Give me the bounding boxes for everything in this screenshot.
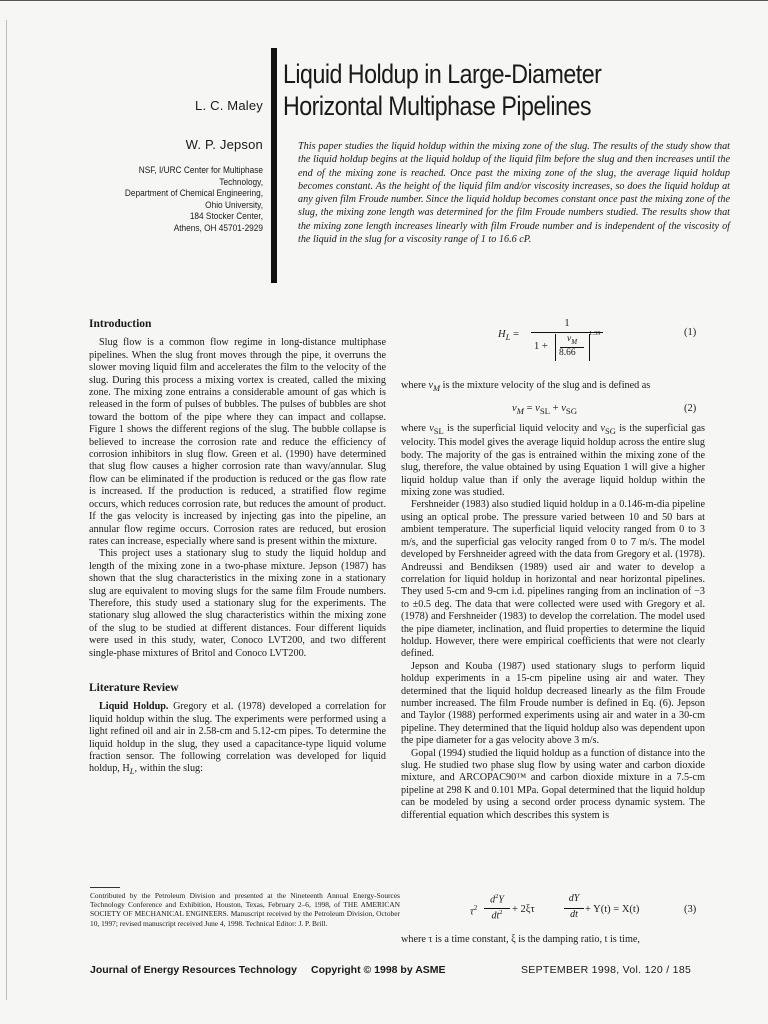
intro-heading: Introduction [89, 318, 152, 330]
paper-title [283, 58, 679, 122]
text: is the mixture velocity of the slug and is defined as [440, 380, 651, 391]
eq-symbol: v [561, 403, 566, 414]
intro-paragraph-2: This project uses a stationary slug to study the liquid holdup and length of the mixing zone in a two-phase mixture. Jepson (1987) has shown that the slug characteristics in the mixing zone in a stationary slug are equivalent to moving slugs for the same film Froude numbers. Therefore, this study used a stationary slug for the experiments. The stationary slug allowed the slug characteristics within the mixing zone of the slug to be studied at different distances. Four different liquids were used in this study, water, Conoco LVT200, and two different single-phase mixtures of Britol and Conoco LVT200. [89, 548, 386, 659]
lit-heading: Literature Review [89, 681, 179, 694]
eq-symbol: dt [570, 909, 578, 920]
title-bar [271, 48, 277, 283]
eq-symbol: τ [470, 906, 474, 918]
affiliation-line: Athens, OH 45701-2929 [173, 222, 263, 233]
eq-subscript: M [516, 406, 524, 417]
eq-plus: + [550, 403, 562, 414]
affiliation-line: 184 Stocker Center, [189, 211, 263, 222]
eq-constant: 8.66 [559, 348, 576, 358]
right-last-line: where τ is a time constant, ξ is the damping ratio, t is time, [401, 934, 640, 945]
eq-number-3: (3) [684, 904, 697, 915]
subscript: M [432, 383, 441, 394]
affiliation-line: Technology, [219, 176, 263, 187]
eq-symbol: v [428, 380, 433, 391]
eq-symbol: d [490, 894, 496, 906]
equation-2 [512, 403, 577, 416]
footnote: Contributed by the Petroleum Division and presented at the Nineteenth Annual Energy-Sources Technology Conference and Exhibition, Houston, Texas, February 2–6, 1998, of THE AMERICAN SOCIETY OF MECHANICAL ENGINEERS. Manuscript received by the Petroleum Division, October 10, 1997; revised manuscript received June 4, 1998. Technical Editor: J. P. Brill. [90, 891, 400, 928]
eq-vm: v [566, 334, 572, 344]
issue-info: SEPTEMBER 1998, Vol. 120 / 185 [521, 964, 692, 976]
journal-name: Journal of Energy Resources Technology [90, 964, 297, 976]
eq1-explanation [401, 380, 705, 394]
eq-exponent: 2 [473, 904, 478, 912]
eq-number-2: (2) [684, 403, 697, 414]
text: where [401, 380, 429, 391]
copyright: Copyright © 1998 by ASME [311, 964, 446, 976]
affiliation-line: Ohio University, [205, 199, 263, 210]
subscript: L [129, 766, 135, 777]
subscript: SL [433, 426, 444, 437]
top-rule [0, 0, 768, 4]
right-column [401, 423, 705, 822]
right-paragraph-4: Gopal (1994) studied the liquid holdup as a function of distance into the slug. He studied two phase slug flow by using water and carbon dioxide mixture, and ARCOPAC90™ and carbon dioxide mixture in a 7.5-cm pipeline at 298 K and 0.101 MPa. Gopal determined that the liquid holdup can be modeled by using a second order process dynamic system. The differential equation which describes this system is [401, 747, 705, 821]
text: is the superficial liquid velocity and [443, 423, 601, 434]
eq-one-plus: 1 + [534, 341, 548, 352]
eq-equals: = [523, 403, 536, 414]
eq-symbol: v [429, 423, 434, 434]
subscript: SG [605, 426, 616, 437]
right-paragraph-1 [401, 423, 705, 499]
footnote-rule [90, 887, 120, 888]
eq-symbol: v [535, 403, 540, 414]
eq-symbol: H [498, 329, 506, 340]
scan-edge-line [6, 20, 7, 1000]
affiliation [61, 165, 263, 235]
author-2: W. P. Jepson [185, 137, 263, 152]
lit-text: Gregory et al. (1978) developed a correlation for liquid holdup within the slug. The experiments were performed using a light refined oil and air in 2.58-cm and 5.12-cm pipes. To determine the liquid holdup in the slug, they used a capacitance-type liquid volume fraction sensor. The following correlation was developed for liquid holdup, H [89, 701, 386, 775]
intro-paragraph-1: Slug flow is a common flow regime in long-distance multiphase pipelines. When the slug front moves through the pipe, it overruns the slower moving liquid film and accelerates the film to the velocity of the slug. During this process a mixing vortex is created, called the mixing zone. The mixing zone entrains a considerable amount of gas which is released in the form of pulses of bubbles. The pulses of bubbles are shot toward the bottom of the pipe where they can impact and collapse. Figure 1 shows the different regions of the slug. The bubble collapse is believed to increase the corrosion rate and reduce the efficiency of corrosion inhibitors in slug flow. Green et al. (1990) have determined that slug flow causes a higher corrosion rate than wavy/annular. Slug flow can be eliminated if the production is reduced or the gas flow rate is increased. If the production is reduced, a stratified flow regime occurs, which reduces corrosion rate, but reduces the amount of product. If the gas velocity is increased by injecting gas into the pipeline, an annular flow regime occurs. Corrosion rates are reduced, but erosion rates can increase, especially where sand is present within the mixture. [89, 337, 386, 547]
affiliation-line: Department of Chemical Engineering, [124, 188, 263, 199]
eq-symbol: v [600, 423, 605, 434]
eq-exponent: 2 [499, 909, 503, 916]
eq-subscript: M [571, 337, 578, 346]
eq-subscript: L [505, 332, 511, 343]
eq-term: + 2ξτ [512, 904, 535, 915]
eq-symbol: Y [498, 894, 504, 906]
eq-exponent: 2 [495, 893, 499, 900]
abstract: This paper studies the liquid holdup within the mixing zone of the slug. The results of the study show that the liquid holdup begins at the liquid holdup of the liquid film before the slug and then increases until the end of the mixing zone is reached. Once past the mixing zone of the slug, the average liquid holdup becomes constant. As the height of the liquid film and/or viscosity increases, so does the liquid holdup at any given film Froude number. Since the liquid holdup becomes constant once past the mixing zone of the slug, the mixing zone length was determined for the film Froude numbers studied. The results show that the mixing zone length increases linearly with film Froude number and is independent of the viscosity of the liquid in the slug for a viscosity range of 1 to 16.6 cP. [298, 141, 730, 246]
left-column [89, 318, 386, 778]
title-line-2: Horizontal Multiphase Pipelines [283, 91, 591, 121]
eq-symbol: v [512, 403, 517, 414]
eq-symbol: dY [568, 893, 580, 904]
eq-subscript: SG [565, 406, 578, 417]
right-paragraph-2: Fershneider (1983) also studied liquid holdup in a 0.146-m-dia pipeline using an optical probe. The pressure varied between 10 and 50 bars at ambient temperature. The superficial liquid velocity ranged from 0 to 3 m/s, and the superficial gas velocity ranged from 0 to 7 m/s. The model developed by Fershneider agreed with the data from Gregory et al. (1978). Andreussi and Bendiksen (1989) used air and water to develop a correlation for liquid holdup in horizontal and near horizontal pipelines. They used 5-cm and 9-cm i.d. pipelines ranging from an inclination of −3 to ±0.5 deg. The data that were collected were used with Gregory et al. (1978) and Fershneider (1983) to develop the correlation. The model used the pipe diameter, inclination, and fluid properties to determine the liquid holdup. However, there were empirical coefficients that were not clearly defined. [401, 499, 705, 660]
title-line-1: Liquid Holdup in Large-Diameter [283, 59, 602, 89]
eq-subscript: SL [539, 406, 551, 417]
right-paragraph-3: Jepson and Kouba (1987) used stationary slugs to perform liquid holdup experiments in a 15-cm pipeline using air and water. They determined that the liquid holdup decreased linearly as the film Froude number increased. The film Froude number is defined in Eq. (6). Jepson and Taylor (1988) performed experiments using air and water in a 30-cm pipeline. They determined that the liquid holdup also was dependent upon the pipe diameter for a gas velocity above 3 m/s. [401, 660, 705, 747]
eq-symbol: dt [491, 910, 500, 922]
text: is the superficial gas velocity. This model gives the average liquid holdup across the entire slug body. The majority of the gas is entrained within the mixing zone of the slug, therefore, the value obtained by using Equation 1 will give a higher liquid holdup value than if only the average liquid holdup within the mixing zone was studied. [401, 423, 705, 499]
eq-number-1: (1) [684, 327, 697, 338]
text: where [401, 423, 430, 434]
lit-text-end: , within the slug: [134, 763, 203, 775]
eq-numerator: 1 [564, 318, 570, 329]
eq-exponent: 1.39 [589, 330, 601, 337]
author-1: L. C. Maley [195, 98, 263, 113]
lit-paragraph-1 [89, 701, 386, 777]
liquid-holdup-runin: Liquid Holdup. [99, 701, 169, 713]
eq-term: + Y(t) = X(t) [585, 904, 640, 915]
affiliation-line: NSF, I/URC Center for Multiphase [138, 165, 263, 175]
